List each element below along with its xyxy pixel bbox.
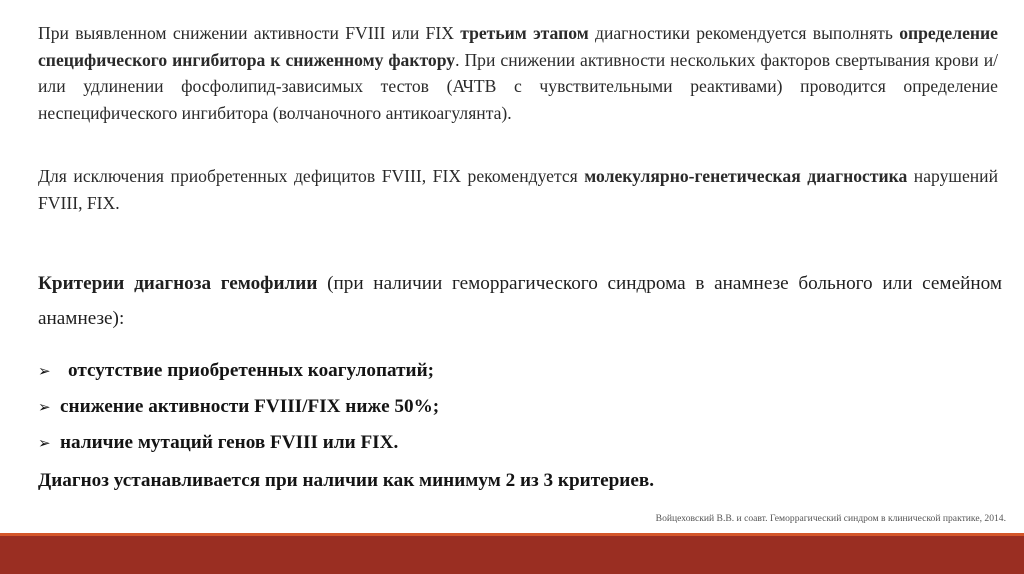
arrowhead-bullet-icon: ➢ (38, 398, 51, 416)
list-item (38, 353, 998, 389)
criteria-list (38, 353, 998, 461)
paragraph1-text-1: При выявленном снижении активности FVIII или FIX (38, 23, 461, 43)
criteria-heading (38, 266, 1002, 336)
paragraph1-bold-third-stage: третьим этапом (460, 23, 589, 43)
list-item-text: наличие мутаций генов FVIII или FIX. (60, 432, 399, 453)
list-item-text: снижение активности FVIII/FIX ниже 50%; (60, 396, 440, 417)
paragraph2-text-1: Для исключения приобретенных дефицитов FVIII, FIX рекомендуется (38, 166, 585, 186)
diagnosis-conclusion: Диагноз устанавливается при наличии как минимум 2 из 3 критериев. (38, 470, 655, 491)
list-item-text: отсутствие приобретенных коагулопатий; (68, 360, 435, 381)
list-item (38, 425, 998, 461)
arrowhead-bullet-icon: ➢ (38, 362, 51, 380)
source-citation: Войцеховский В.В. и соавт. Геморрагический синдром в клинической практике, 2014. (655, 513, 1006, 524)
arrowhead-bullet-icon: ➢ (38, 434, 51, 452)
criteria-text: (при наличии геморрагического синдрома в анамнезе больного или семейном анамнезе): (38, 273, 1002, 329)
paragraph-genetic-diagnostics (38, 163, 998, 217)
paragraph-inhibitor-testing (38, 20, 998, 126)
paragraph2-bold-genetic: молекулярно-генетическая диагностика (584, 166, 908, 186)
list-item (38, 389, 998, 425)
paragraph1-text-2: диагностики рекомендуется выполнять (588, 23, 900, 43)
paragraph1-text-3: . При снижении активности нескольких факторов свертывания крови и/или удлинении фосфолипид-зависимых тестов (АЧТВ с чувствительными реактивами) проводится определение неспецифического ингибитора (волчаночного антикоагулянта). (38, 49, 998, 123)
paragraph1-bold-specific-inhibitor: определение специфического ингибитора к сниженному фактору (38, 23, 998, 70)
criteria-title: Критерии диагноза гемофилии (38, 273, 318, 294)
footer-band (0, 536, 1024, 574)
paragraph2-text-2: нарушений FVIII, FIX. (38, 166, 998, 213)
